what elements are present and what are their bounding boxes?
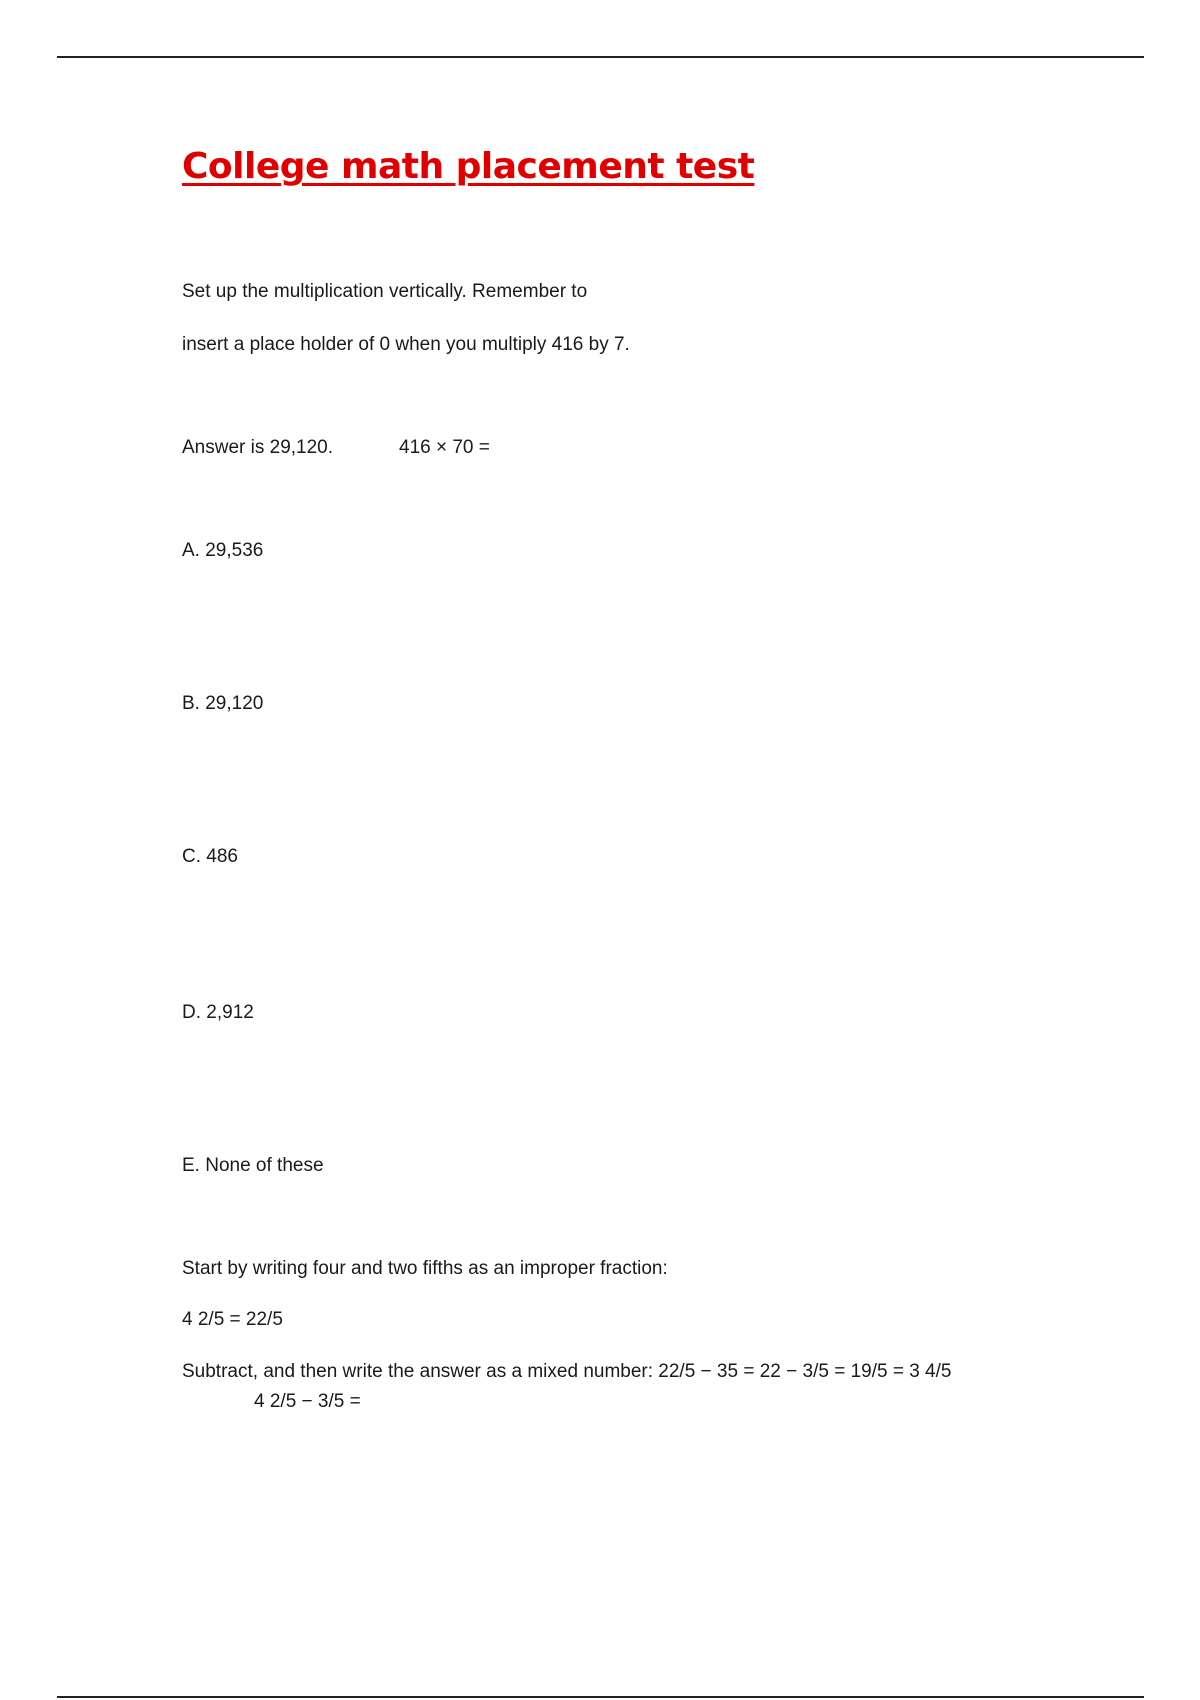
q1-explanation-line-2: insert a place holder of 0 when you multiply 416 by 7. [182, 334, 630, 355]
q1-option-e: E. None of these [182, 1155, 324, 1176]
q1-answer-text: Answer is 29,120. [182, 437, 334, 458]
q1-option-b: B. 29,120 [182, 693, 264, 714]
page-title: College math placement test [182, 146, 755, 187]
header-rule [57, 56, 1144, 58]
q1-option-d: D. 2,912 [182, 1002, 254, 1023]
q1-explanation-line-1: Set up the multiplication vertically. Remember to [182, 281, 588, 302]
q2-step-1: Start by writing four and two fifths as an improper fraction: [182, 1258, 668, 1279]
q1-option-c: C. 486 [182, 846, 238, 867]
q2-expression: 4 2/5 − 3/5 = [254, 1391, 361, 1412]
q1-expression: 416 × 70 = [399, 437, 490, 458]
q2-step-2: 4 2/5 = 22/5 [182, 1309, 283, 1330]
footer-rule [57, 1696, 1144, 1698]
q2-step-3: Subtract, and then write the answer as a mixed number: 22/5 − 35 = 22 − 3/5 = 19/5 = 3 4/5 [182, 1361, 952, 1382]
q1-option-a: A. 29,536 [182, 540, 264, 561]
